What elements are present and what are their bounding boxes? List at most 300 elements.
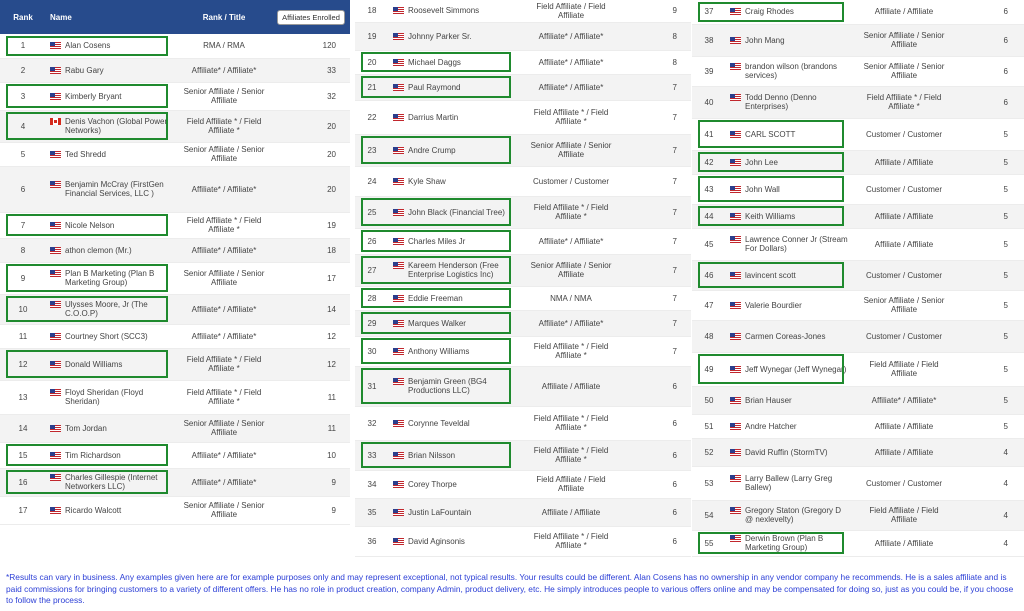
affiliates-enrolled-cell: 9 xyxy=(272,496,350,524)
member-name-wrap xyxy=(393,208,515,217)
title-header: Rank / Title xyxy=(176,0,272,34)
name-cell xyxy=(389,50,519,74)
table-row xyxy=(692,204,1024,228)
affiliates-enrolled-cell: 4 xyxy=(956,466,1024,500)
member-name: Kyle Shaw xyxy=(408,176,446,186)
member-name-wrap xyxy=(50,180,172,198)
name-cell xyxy=(46,34,176,58)
us-flag-icon xyxy=(730,236,741,243)
rank-title-cell: Customer / Customer xyxy=(852,320,956,352)
rank-title-cell: Field Affiliate * / Field Affiliate * xyxy=(176,110,272,142)
rank-cell: 14 xyxy=(0,414,46,442)
us-flag-icon xyxy=(730,507,741,514)
us-flag-icon xyxy=(393,178,404,185)
us-flag-icon xyxy=(50,93,61,100)
affiliates-enrolled-cell: 14 xyxy=(272,294,350,324)
rank-title-cell: Field Affiliate * / Field Affiliate * xyxy=(176,380,272,414)
rank-title-cell: Field Affiliate * / Field Affiliate * xyxy=(519,406,623,440)
affiliates-enrolled-cell: 7 xyxy=(623,228,691,254)
rank-cell: 21 xyxy=(355,74,389,100)
table-row xyxy=(692,56,1024,86)
member-name-wrap xyxy=(50,92,172,101)
member-name-wrap xyxy=(730,235,848,253)
member-name: Justin LaFountain xyxy=(408,507,472,517)
name-cell xyxy=(389,196,519,228)
rank-cell: 12 xyxy=(0,348,46,380)
member-name-wrap xyxy=(393,261,515,279)
affiliates-enrolled-cell: 5 xyxy=(956,228,1024,260)
affiliates-enrolled-cell: 12 xyxy=(272,324,350,348)
rank-cell: 28 xyxy=(355,286,389,310)
member-name: Craig Rhodes xyxy=(745,7,794,17)
member-name: Gregory Staton (Gregory D @ nexlevelty) xyxy=(745,506,842,524)
rank-title-cell: Senior Affiliate / Senior Affiliate xyxy=(852,290,956,320)
rank-cell: 10 xyxy=(0,294,46,324)
member-name-wrap xyxy=(393,58,515,67)
table-row xyxy=(355,286,691,310)
affiliates-enrolled-cell: 5 xyxy=(956,174,1024,204)
affiliates-enrolled-cell: 7 xyxy=(623,310,691,336)
member-name: Valerie Bourdier xyxy=(745,300,802,310)
name-cell xyxy=(726,24,852,56)
member-name: Benjamin McCray (FirstGen Financial Services, LLC ) xyxy=(65,180,164,198)
member-name-wrap xyxy=(730,506,848,524)
us-flag-icon xyxy=(730,475,741,482)
table-row xyxy=(0,496,350,524)
rank-title-cell: Affiliate / Affiliate xyxy=(852,438,956,466)
rank-cell: 24 xyxy=(355,166,389,196)
member-name-wrap xyxy=(393,237,515,246)
rank-title-cell: Customer / Customer xyxy=(852,118,956,150)
member-name-wrap xyxy=(393,83,515,92)
rank-cell: 22 xyxy=(355,100,389,134)
affiliates-enrolled-cell: 6 xyxy=(623,470,691,498)
table-row xyxy=(0,414,350,442)
rank-cell: 2 xyxy=(0,58,46,82)
rank-title-cell: Senior Affiliate / Senior Affiliate xyxy=(176,496,272,524)
affiliates-enrolled-cell: 9 xyxy=(623,0,691,22)
name-cell xyxy=(389,526,519,556)
table-row xyxy=(355,166,691,196)
name-cell xyxy=(726,414,852,438)
rank-cell: 29 xyxy=(355,310,389,336)
member-name: Keith Williams xyxy=(745,211,796,221)
rank-header: Rank xyxy=(0,0,46,34)
us-flag-icon xyxy=(393,238,404,245)
table-row xyxy=(355,470,691,498)
rank-cell: 32 xyxy=(355,406,389,440)
affiliates-enrolled-cell: 19 xyxy=(272,212,350,238)
rank-cell: 48 xyxy=(692,320,726,352)
rank-cell: 17 xyxy=(0,496,46,524)
member-name: Corey Thorpe xyxy=(408,479,457,489)
table-row xyxy=(355,440,691,470)
leaderboard-panel-3 xyxy=(692,0,1024,557)
name-cell xyxy=(46,348,176,380)
affiliates-enrolled-cell: 33 xyxy=(272,58,350,82)
member-name: Ulysses Moore, Jr (The C.O.O.P) xyxy=(65,300,148,318)
rank-title-cell: Senior Affiliate / Senior Affiliate xyxy=(519,254,623,286)
rank-cell: 3 xyxy=(0,82,46,110)
us-flag-icon xyxy=(393,59,404,66)
rank-title-cell: Field Affiliate * / Field Affiliate * xyxy=(519,336,623,366)
table-row xyxy=(0,442,350,468)
member-name: John Mang xyxy=(745,35,785,45)
affiliates-enrolled-cell: 6 xyxy=(623,440,691,470)
rank-cell: 20 xyxy=(355,50,389,74)
member-name-wrap xyxy=(50,41,172,50)
rank-title-cell: Affiliate* / Affiliate* xyxy=(852,386,956,414)
table-header-row xyxy=(0,0,350,34)
member-name: Ted Shredd xyxy=(65,149,106,159)
affiliates-enrolled-cell: 7 xyxy=(623,336,691,366)
rank-title-cell: Affiliate / Affiliate xyxy=(519,366,623,406)
us-flag-icon xyxy=(393,378,404,385)
name-cell xyxy=(389,0,519,22)
table-row xyxy=(355,22,691,50)
rank-cell: 13 xyxy=(0,380,46,414)
member-name-wrap xyxy=(730,62,848,80)
rank-title-cell: Customer / Customer xyxy=(852,260,956,290)
us-flag-icon xyxy=(393,33,404,40)
canada-flag-icon xyxy=(50,118,61,125)
member-name: Brian Hauser xyxy=(745,395,792,405)
member-name-wrap xyxy=(50,451,172,460)
name-header: Name xyxy=(46,0,176,34)
us-flag-icon xyxy=(730,37,741,44)
rank-title-cell: Field Affiliate / Field Affiliate xyxy=(519,470,623,498)
table-row xyxy=(355,254,691,286)
affiliates-enrolled-cell: 32 xyxy=(272,82,350,110)
member-name: Johnny Parker Sr. xyxy=(408,31,472,41)
affiliates-enrolled-cell: 5 xyxy=(956,260,1024,290)
member-name: Carmen Coreas-Jones xyxy=(745,331,826,341)
table-row xyxy=(692,352,1024,386)
affiliates-enrolled-cell: 6 xyxy=(956,24,1024,56)
affiliates-header[interactable] xyxy=(272,0,350,34)
rank-title-cell: Affiliate* / Affiliate* xyxy=(519,310,623,336)
member-name: Eddie Freeman xyxy=(408,293,463,303)
member-name-wrap xyxy=(730,36,848,45)
rank-cell: 19 xyxy=(355,22,389,50)
rank-title-cell: Affiliate / Affiliate xyxy=(852,0,956,24)
member-name: CARL SCOTT xyxy=(745,129,796,139)
affiliates-enrolled-cell: 5 xyxy=(956,320,1024,352)
us-flag-icon xyxy=(393,209,404,216)
rank-cell: 18 xyxy=(355,0,389,22)
member-name: Floyd Sheridan (Floyd Sheridan) xyxy=(65,388,144,406)
member-name-wrap xyxy=(730,422,848,431)
rank-cell: 45 xyxy=(692,228,726,260)
us-flag-icon xyxy=(50,222,61,229)
affiliates-enrolled-cell: 12 xyxy=(272,348,350,380)
table-row xyxy=(0,82,350,110)
us-flag-icon xyxy=(50,301,61,308)
name-cell xyxy=(726,56,852,86)
table-row xyxy=(355,406,691,440)
member-name-wrap xyxy=(393,294,515,303)
name-cell xyxy=(389,134,519,166)
us-flag-icon xyxy=(730,449,741,456)
affiliates-enrolled-cell: 5 xyxy=(956,414,1024,438)
table-row xyxy=(0,58,350,82)
name-cell xyxy=(726,530,852,556)
name-cell xyxy=(389,228,519,254)
member-name-wrap xyxy=(393,32,515,41)
rank-cell: 55 xyxy=(692,530,726,556)
affiliates-enrolled-cell: 6 xyxy=(956,86,1024,118)
table-row xyxy=(0,380,350,414)
member-name: Paul Raymond xyxy=(408,82,461,92)
rank-title-cell: Senior Affiliate / Senior Affiliate xyxy=(176,414,272,442)
affiliates-enrolled-cell: 20 xyxy=(272,166,350,212)
table-row xyxy=(355,74,691,100)
us-flag-icon xyxy=(730,366,741,373)
table-row xyxy=(692,320,1024,352)
table-row xyxy=(355,336,691,366)
name-cell xyxy=(46,414,176,442)
member-name: Kareem Henderson (Free Enterprise Logistics Inc) xyxy=(408,261,499,279)
rank-cell: 26 xyxy=(355,228,389,254)
table-row xyxy=(692,150,1024,174)
us-flag-icon xyxy=(50,389,61,396)
name-cell xyxy=(726,386,852,414)
rank-cell: 11 xyxy=(0,324,46,348)
affiliates-enrolled-cell: 20 xyxy=(272,110,350,142)
member-name-wrap xyxy=(730,448,848,457)
name-cell xyxy=(46,442,176,468)
table-row xyxy=(692,438,1024,466)
table-row xyxy=(692,228,1024,260)
rank-cell: 7 xyxy=(0,212,46,238)
member-name: Andre Hatcher xyxy=(745,421,797,431)
rank-title-cell: Field Affiliate * / Field Affiliate * xyxy=(519,196,623,228)
us-flag-icon xyxy=(393,320,404,327)
rank-title-cell: Affiliate* / Affiliate* xyxy=(176,58,272,82)
table-row xyxy=(692,0,1024,24)
rank-cell: 34 xyxy=(355,470,389,498)
us-flag-icon xyxy=(730,63,741,70)
affiliates-enrolled-cell: 7 xyxy=(623,134,691,166)
affiliates-enrolled-cell: 17 xyxy=(272,262,350,294)
affiliates-enrolled-cell: 5 xyxy=(956,290,1024,320)
member-name-wrap xyxy=(730,474,848,492)
name-cell xyxy=(46,238,176,262)
name-cell xyxy=(726,174,852,204)
affiliates-enrolled-sort[interactable]: Affiliates Enrolled xyxy=(277,10,345,25)
member-name: Darrius Martin xyxy=(408,112,459,122)
rank-cell: 47 xyxy=(692,290,726,320)
affiliates-enrolled-cell: 5 xyxy=(956,118,1024,150)
rank-title-cell: Affiliate / Affiliate xyxy=(852,204,956,228)
us-flag-icon xyxy=(50,361,61,368)
us-flag-icon xyxy=(50,333,61,340)
rank-title-cell: Affiliate* / Affiliate* xyxy=(176,442,272,468)
rank-title-cell: Affiliate* / Affiliate* xyxy=(519,74,623,100)
name-cell xyxy=(389,406,519,440)
member-name: Plan B Marketing (Plan B Marketing Group) xyxy=(65,269,155,287)
affiliates-enrolled-cell: 5 xyxy=(956,352,1024,386)
affiliates-enrolled-cell: 7 xyxy=(623,166,691,196)
leaderboard-panel-2 xyxy=(355,0,691,557)
rank-cell: 37 xyxy=(692,0,726,24)
affiliates-enrolled-cell: 7 xyxy=(623,100,691,134)
rank-title-cell: RMA / RMA xyxy=(176,34,272,58)
member-name: Rabu Gary xyxy=(65,65,104,75)
affiliates-enrolled-cell: 18 xyxy=(272,238,350,262)
affiliates-enrolled-cell: 5 xyxy=(956,386,1024,414)
member-name: Brian Nilsson xyxy=(408,450,456,460)
table-row xyxy=(0,294,350,324)
us-flag-icon xyxy=(50,270,61,277)
member-name-wrap xyxy=(50,506,172,515)
rank-title-cell: Affiliate / Affiliate xyxy=(852,150,956,174)
rank-title-cell: Affiliate* / Affiliate* xyxy=(176,468,272,496)
name-cell xyxy=(726,466,852,500)
member-name-wrap xyxy=(730,130,848,139)
us-flag-icon xyxy=(730,94,741,101)
table-row xyxy=(355,50,691,74)
us-flag-icon xyxy=(393,481,404,488)
name-cell xyxy=(46,212,176,238)
member-name-wrap xyxy=(50,246,172,255)
affiliates-enrolled-cell: 11 xyxy=(272,414,350,442)
member-name: Andre Crump xyxy=(408,145,456,155)
affiliates-enrolled-cell: 6 xyxy=(623,366,691,406)
affiliates-enrolled-cell: 5 xyxy=(956,204,1024,228)
table-row xyxy=(0,324,350,348)
us-flag-icon xyxy=(50,181,61,188)
member-name-wrap xyxy=(393,377,515,395)
table-row xyxy=(0,142,350,166)
table-row xyxy=(0,348,350,380)
name-cell xyxy=(46,496,176,524)
table-row xyxy=(692,414,1024,438)
member-name: David Ruffin (StormTV) xyxy=(745,447,828,457)
us-flag-icon xyxy=(50,151,61,158)
name-cell xyxy=(46,294,176,324)
rank-title-cell: Customer / Customer xyxy=(519,166,623,196)
member-name: brandon wilson (brandons services) xyxy=(745,62,838,80)
table-row xyxy=(355,228,691,254)
us-flag-icon xyxy=(393,114,404,121)
affiliates-enrolled-cell: 7 xyxy=(623,74,691,100)
rank-title-cell: Affiliate / Affiliate xyxy=(852,530,956,556)
member-name: Todd Denno (Denno Enterprises) xyxy=(745,93,817,111)
name-cell xyxy=(389,254,519,286)
member-name: Anthony Williams xyxy=(408,346,470,356)
name-cell xyxy=(389,470,519,498)
name-cell xyxy=(46,468,176,496)
name-cell xyxy=(726,118,852,150)
rank-cell: 4 xyxy=(0,110,46,142)
leaderboard-table-2 xyxy=(355,0,691,557)
member-name-wrap xyxy=(393,319,515,328)
member-name: Roosevelt Simmons xyxy=(408,6,480,16)
rank-cell: 50 xyxy=(692,386,726,414)
rank-cell: 39 xyxy=(692,56,726,86)
table-row xyxy=(355,196,691,228)
table-row xyxy=(692,24,1024,56)
table-row xyxy=(692,260,1024,290)
table-row xyxy=(355,100,691,134)
table-row xyxy=(355,366,691,406)
us-flag-icon xyxy=(393,509,404,516)
member-name-wrap xyxy=(50,332,172,341)
us-flag-icon xyxy=(730,213,741,220)
table-row xyxy=(0,110,350,142)
member-name-wrap xyxy=(393,508,515,517)
rank-title-cell: Affiliate* / Affiliate* xyxy=(519,22,623,50)
rank-title-cell: Affiliate* / Affiliate* xyxy=(176,294,272,324)
rank-cell: 8 xyxy=(0,238,46,262)
rank-title-cell: Field Affiliate * / Field Affiliate * xyxy=(852,86,956,118)
name-cell xyxy=(726,290,852,320)
rank-cell: 30 xyxy=(355,336,389,366)
member-name-wrap xyxy=(50,473,172,491)
table-row xyxy=(355,134,691,166)
member-name: Corynne Teveldal xyxy=(408,418,470,428)
name-cell xyxy=(389,166,519,196)
affiliates-enrolled-cell: 9 xyxy=(272,468,350,496)
rank-title-cell: Field Affiliate * / Field Affiliate * xyxy=(519,440,623,470)
us-flag-icon xyxy=(730,302,741,309)
member-name: lavincent scott xyxy=(745,270,796,280)
member-name: Donald Williams xyxy=(65,359,123,369)
member-name: John Black (Financial Tree) xyxy=(408,207,505,217)
name-cell xyxy=(389,336,519,366)
rank-cell: 49 xyxy=(692,352,726,386)
us-flag-icon xyxy=(393,147,404,154)
rank-cell: 16 xyxy=(0,468,46,496)
member-name-wrap xyxy=(393,113,515,122)
affiliates-enrolled-cell: 7 xyxy=(623,254,691,286)
name-cell xyxy=(46,82,176,110)
table-row xyxy=(0,262,350,294)
rank-title-cell: Field Affiliate / Field Affiliate xyxy=(852,500,956,530)
rank-title-cell: Field Affiliate * / Field Affiliate * xyxy=(519,526,623,556)
rank-cell: 53 xyxy=(692,466,726,500)
affiliates-enrolled-cell: 6 xyxy=(623,406,691,440)
member-name: Alan Cosens xyxy=(65,41,111,51)
rank-title-cell: Affiliate* / Affiliate* xyxy=(519,228,623,254)
member-name: athon clemon (Mr.) xyxy=(65,245,132,255)
member-name: Lawrence Conner Jr (Stream For Dollars) xyxy=(745,235,848,253)
affiliates-enrolled-cell: 6 xyxy=(956,56,1024,86)
name-cell xyxy=(389,74,519,100)
member-name-wrap xyxy=(50,66,172,75)
us-flag-icon xyxy=(730,423,741,430)
us-flag-icon xyxy=(50,474,61,481)
us-flag-icon xyxy=(393,295,404,302)
member-name-wrap xyxy=(730,93,848,111)
us-flag-icon xyxy=(50,247,61,254)
rank-title-cell: Senior Affiliate / Senior Affiliate xyxy=(176,82,272,110)
name-cell xyxy=(726,228,852,260)
name-cell xyxy=(46,142,176,166)
rank-cell: 41 xyxy=(692,118,726,150)
member-name: Kimberly Bryant xyxy=(65,91,122,101)
rank-title-cell: Affiliate* / Affiliate* xyxy=(176,166,272,212)
rank-title-cell: Field Affiliate * / Field Affiliate * xyxy=(176,212,272,238)
rank-cell: 27 xyxy=(355,254,389,286)
member-name: Michael Daggs xyxy=(408,57,461,67)
rank-title-cell: Field Affiliate / Field Affiliate xyxy=(519,0,623,22)
member-name-wrap xyxy=(393,537,515,546)
rank-cell: 31 xyxy=(355,366,389,406)
member-name-wrap xyxy=(393,451,515,460)
rank-cell: 5 xyxy=(0,142,46,166)
